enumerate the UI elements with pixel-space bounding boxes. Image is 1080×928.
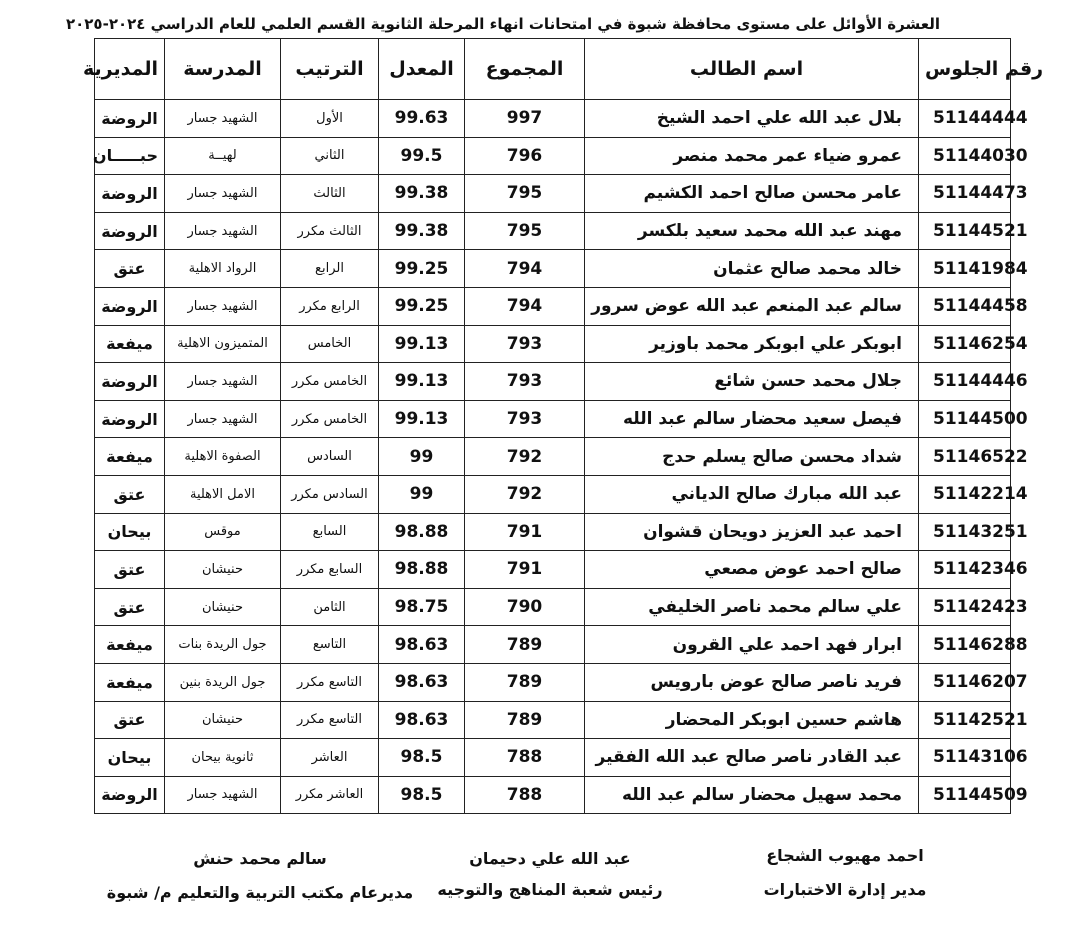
table-header-row — [95, 39, 1011, 100]
cell-school: الشهيد جسار — [165, 100, 281, 138]
cell-average: 99.13 — [379, 363, 465, 401]
table-row — [95, 287, 1011, 325]
cell-total: 792 — [465, 438, 585, 476]
cell-average: 99 — [379, 475, 465, 513]
cell-seat-number: 51142346 — [919, 551, 1011, 589]
cell-seat-number: 51142214 — [919, 475, 1011, 513]
cell-seat-number: 51144500 — [919, 400, 1011, 438]
cell-student-name: مهند عبد الله محمد سعيد بلكسر — [585, 212, 919, 250]
cell-average: 98.63 — [379, 663, 465, 701]
cell-school: الرواد الاهلية — [165, 250, 281, 288]
cell-student-name: شداد محسن صالح يسلم حدج — [585, 438, 919, 476]
cell-directorate: ميفعة — [95, 626, 165, 664]
signature-name-3: سالم محمد حنش — [193, 849, 327, 868]
cell-directorate: الروضة — [95, 212, 165, 250]
document-title: العشرة الأوائل على مستوى محافظة شبوة في امتحانات انهاء المرحلة الثانوية القسم العلمي للعام الدراسي ٢٠٢٤-٢٠٢٥ — [65, 15, 940, 33]
cell-total: 795 — [465, 175, 585, 213]
results-table — [83, 38, 1044, 814]
cell-seat-number: 51144458 — [919, 287, 1011, 325]
cell-rank: الثامن — [281, 588, 379, 626]
cell-total: 793 — [465, 363, 585, 401]
signature-role-3: مديرعام مكتب التربية والتعليم م/ شبوة — [106, 883, 414, 902]
cell-total: 794 — [465, 250, 585, 288]
cell-average: 99.25 — [379, 287, 465, 325]
cell-total: 788 — [465, 739, 585, 777]
cell-student-name: هاشم حسين ابوبكر المحضار — [585, 701, 919, 739]
cell-average: 98.63 — [379, 701, 465, 739]
cell-school: حنيشان — [165, 588, 281, 626]
header-total: المجموع — [465, 39, 585, 100]
cell-average: 99.63 — [379, 100, 465, 138]
cell-average: 98.63 — [379, 626, 465, 664]
cell-student-name: سالم عبد المنعم عبد الله عوض سرور — [585, 287, 919, 325]
cell-directorate: الروضة — [95, 776, 165, 814]
cell-student-name: عبد القادر ناصر صالح عبد الله الفقير — [585, 739, 919, 777]
cell-average: 99 — [379, 438, 465, 476]
cell-directorate: عتق — [95, 588, 165, 626]
cell-seat-number: 51146207 — [919, 663, 1011, 701]
cell-school: جول الريدة بنات — [165, 626, 281, 664]
cell-directorate: ميفعة — [95, 663, 165, 701]
cell-total: 997 — [465, 100, 585, 138]
table-row — [95, 663, 1011, 701]
cell-school: الشهيد جسار — [165, 287, 281, 325]
cell-rank: التاسع مكرر — [281, 701, 379, 739]
cell-directorate: حبـــــان — [95, 137, 165, 175]
cell-total: 795 — [465, 212, 585, 250]
cell-student-name: فيصل سعيد محضار سالم عبد الله — [585, 400, 919, 438]
table-row — [95, 250, 1011, 288]
cell-rank: الأول — [281, 100, 379, 138]
header-student-name: اسم الطالب — [585, 39, 919, 100]
header-seat-number: رقم الجلوس — [919, 39, 1011, 100]
cell-rank: التاسع مكرر — [281, 663, 379, 701]
cell-directorate: عتق — [95, 250, 165, 288]
cell-rank: الخامس مكرر — [281, 363, 379, 401]
header-rank: الترتيب — [281, 39, 379, 100]
table-row — [95, 626, 1011, 664]
table-row — [95, 438, 1011, 476]
table-row — [95, 475, 1011, 513]
cell-school: ثانوية بيحان — [165, 739, 281, 777]
cell-total: 788 — [465, 776, 585, 814]
cell-seat-number: 51144521 — [919, 212, 1011, 250]
cell-student-name: احمد عبد العزيز دويحان قشوان — [585, 513, 919, 551]
cell-student-name: عبد الله مبارك صالح الدياني — [585, 475, 919, 513]
signature-name-2: عبد الله علي دحيمان — [469, 849, 631, 868]
cell-average: 99.5 — [379, 137, 465, 175]
cell-seat-number: 51146288 — [919, 626, 1011, 664]
cell-average: 99.13 — [379, 325, 465, 363]
cell-student-name: بلال عبد الله علي احمد الشيخ — [585, 100, 919, 138]
cell-rank: السادس مكرر — [281, 475, 379, 513]
table-row — [95, 739, 1011, 777]
cell-seat-number: 51144030 — [919, 137, 1011, 175]
table-body — [92, 100, 1028, 814]
cell-rank: الرابع مكرر — [281, 287, 379, 325]
cell-seat-number: 51143106 — [919, 739, 1011, 777]
cell-student-name: ابوبكر علي ابوبكر محمد باوزير — [585, 325, 919, 363]
cell-seat-number: 51142521 — [919, 701, 1011, 739]
table-row — [95, 175, 1011, 213]
cell-rank: الثالث مكرر — [281, 212, 379, 250]
cell-directorate: ميفعة — [95, 438, 165, 476]
cell-school: الشهيد جسار — [165, 212, 281, 250]
cell-directorate: بيحان — [95, 513, 165, 551]
table-row — [95, 325, 1011, 363]
cell-average: 98.75 — [379, 588, 465, 626]
header-school: المدرسة — [165, 39, 281, 100]
cell-school: الشهيد جسار — [165, 175, 281, 213]
cell-directorate: عتق — [95, 701, 165, 739]
cell-directorate: الروضة — [95, 400, 165, 438]
signature-name-1: احمد مهيوب الشجاع — [766, 846, 924, 865]
cell-rank: الثاني — [281, 137, 379, 175]
cell-average: 99.13 — [379, 400, 465, 438]
cell-rank: السادس — [281, 438, 379, 476]
cell-seat-number: 51143251 — [919, 513, 1011, 551]
cell-student-name: جلال محمد حسن شائع — [585, 363, 919, 401]
cell-school: جول الريدة بنين — [165, 663, 281, 701]
cell-directorate: الروضة — [95, 100, 165, 138]
cell-student-name: فريد ناصر صالح عوض بارويس — [585, 663, 919, 701]
cell-seat-number: 51144473 — [919, 175, 1011, 213]
cell-rank: السابع مكرر — [281, 551, 379, 589]
cell-student-name: عمرو ضياء عمر محمد منصر — [585, 137, 919, 175]
cell-student-name: خالد محمد صالح عثمان — [585, 250, 919, 288]
cell-directorate: الروضة — [95, 363, 165, 401]
cell-directorate: عتق — [95, 551, 165, 589]
table-row — [95, 363, 1011, 401]
cell-total: 794 — [465, 287, 585, 325]
cell-average: 98.5 — [379, 776, 465, 814]
cell-rank: العاشر مكرر — [281, 776, 379, 814]
cell-seat-number: 51141984 — [919, 250, 1011, 288]
cell-total: 793 — [465, 400, 585, 438]
cell-rank: الخامس مكرر — [281, 400, 379, 438]
cell-school: الشهيد جسار — [165, 776, 281, 814]
signature-role-1: مدير إدارة الاختبارات — [763, 880, 927, 899]
cell-total: 792 — [465, 475, 585, 513]
cell-school: الامل الاهلية — [165, 475, 281, 513]
table-row — [95, 400, 1011, 438]
cell-seat-number: 51144446 — [919, 363, 1011, 401]
cell-total: 789 — [465, 701, 585, 739]
cell-school: الشهيد جسار — [165, 400, 281, 438]
cell-student-name: محمد سهيل محضار سالم عبد الله — [585, 776, 919, 814]
cell-rank: العاشر — [281, 739, 379, 777]
table-row — [95, 137, 1011, 175]
cell-seat-number: 51146254 — [919, 325, 1011, 363]
cell-directorate: بيحان — [95, 739, 165, 777]
cell-school: المتميزون الاهلية — [165, 325, 281, 363]
cell-total: 791 — [465, 551, 585, 589]
cell-average: 99.38 — [379, 212, 465, 250]
cell-seat-number: 51144509 — [919, 776, 1011, 814]
header-directorate: المديرية — [95, 39, 165, 100]
cell-total: 796 — [465, 137, 585, 175]
cell-seat-number: 51144444 — [919, 100, 1011, 138]
cell-school: الصفوة الاهلية — [165, 438, 281, 476]
table-row — [95, 212, 1011, 250]
cell-school: لهيــة — [165, 137, 281, 175]
table-row — [95, 513, 1011, 551]
cell-total: 793 — [465, 325, 585, 363]
cell-school: حنيشان — [165, 551, 281, 589]
table-row — [95, 551, 1011, 589]
cell-average: 98.5 — [379, 739, 465, 777]
cell-directorate: الروضة — [95, 175, 165, 213]
cell-average: 99.38 — [379, 175, 465, 213]
cell-student-name: ابرار فهد احمد علي القرون — [585, 626, 919, 664]
cell-average: 98.88 — [379, 551, 465, 589]
cell-rank: الثالث — [281, 175, 379, 213]
cell-total: 791 — [465, 513, 585, 551]
signature-role-2: رئيس شعبة المناهج والتوجيه — [437, 880, 663, 899]
cell-rank: الخامس — [281, 325, 379, 363]
cell-directorate: ميفعة — [95, 325, 165, 363]
table-row — [95, 776, 1011, 814]
cell-seat-number: 51146522 — [919, 438, 1011, 476]
cell-rank: السابع — [281, 513, 379, 551]
cell-directorate: الروضة — [95, 287, 165, 325]
cell-student-name: صالح احمد عوض مصعي — [585, 551, 919, 589]
cell-total: 789 — [465, 626, 585, 664]
cell-average: 99.25 — [379, 250, 465, 288]
cell-student-name: عامر محسن صالح احمد الكشيم — [585, 175, 919, 213]
cell-total: 790 — [465, 588, 585, 626]
cell-school: الشهيد جسار — [165, 363, 281, 401]
table-row — [95, 588, 1011, 626]
cell-school: موقس — [165, 513, 281, 551]
cell-rank: الرابع — [281, 250, 379, 288]
cell-rank: التاسع — [281, 626, 379, 664]
table-row — [95, 701, 1011, 739]
cell-total: 789 — [465, 663, 585, 701]
cell-student-name: علي سالم محمد ناصر الخليفي — [585, 588, 919, 626]
cell-school: حنيشان — [165, 701, 281, 739]
header-average: المعدل — [379, 39, 465, 100]
cell-seat-number: 51142423 — [919, 588, 1011, 626]
table-row — [95, 100, 1011, 138]
cell-directorate: عتق — [95, 475, 165, 513]
cell-average: 98.88 — [379, 513, 465, 551]
